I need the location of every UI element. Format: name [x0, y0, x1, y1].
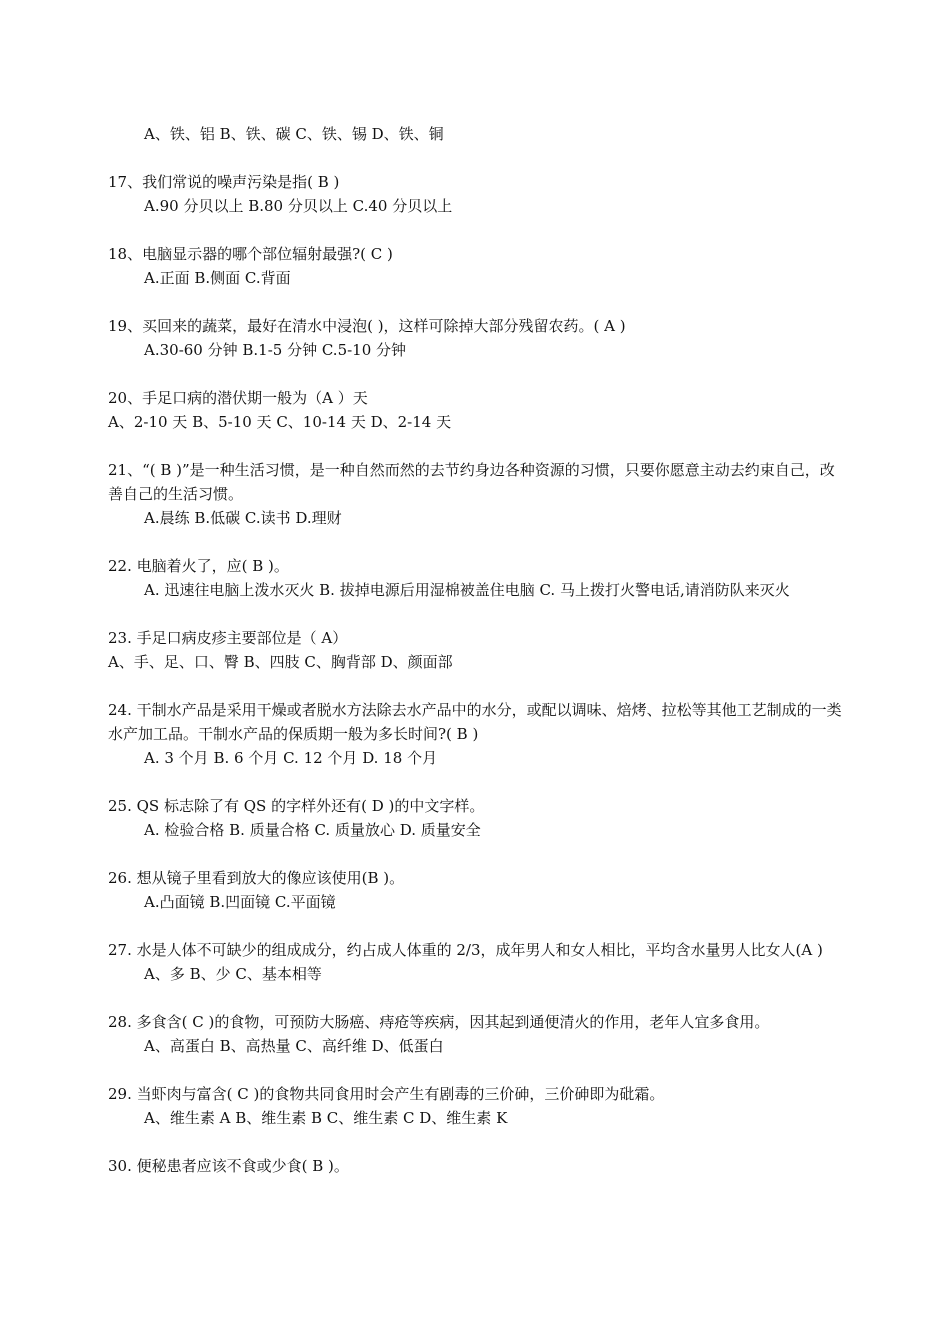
answer-options: A.30-60 分钟 B.1-5 分钟 C.5-10 分钟	[144, 341, 407, 359]
answer-options: A. 迅速往电脑上泼水灭火 B. 拔掉电源后用湿棉被盖住电脑 C. 马上拨打火警电话,请消防队来灭火	[144, 581, 790, 599]
answer-options: A、维生素 A B、维生素 B C、维生素 C D、维生素 K	[144, 1109, 508, 1127]
question-block	[108, 458, 844, 530]
question-block	[108, 794, 844, 842]
document-page	[108, 122, 844, 1202]
answer-options: A、铁、铝 B、铁、碳 C、铁、锡 D、铁、铜	[144, 125, 444, 143]
question-block	[108, 938, 844, 986]
question-block	[108, 866, 844, 914]
question-text: 26. 想从镜子里看到放大的像应该使用(B )。	[108, 869, 405, 887]
answer-options: A、高蛋白 B、高热量 C、高纤维 D、低蛋白	[144, 1037, 444, 1055]
answer-options: A、多 B、少 C、基本相等	[144, 965, 322, 983]
question-block	[108, 386, 844, 434]
question-text: 24. 干制水产品是采用干燥或者脱水方法除去水产品中的水分，或配以调味、焙烤、拉松等其他工艺制成的一类水产加工品。干制水产品的保质期一般为多长时间?( B )	[108, 701, 842, 743]
question-text: 27. 水是人体不可缺少的组成成分，约占成人体重的 2/3，成年男人和女人相比，平均含水量男人比女人(A )	[108, 941, 823, 959]
question-block	[108, 170, 844, 218]
answer-options: A.正面 B.侧面 C.背面	[144, 269, 291, 287]
question-block	[108, 242, 844, 290]
question-text: 22. 电脑着火了，应( B )。	[108, 557, 289, 575]
question-block	[108, 1010, 844, 1058]
question-block	[108, 1082, 844, 1130]
question-text: 29. 当虾肉与富含( C )的食物共同食用时会产生有剧毒的三价砷，三价砷即为砒霜。	[108, 1085, 665, 1103]
question-text: 17、我们常说的噪声污染是指( B )	[108, 173, 340, 191]
answer-options: A、手、足、口、臀 B、四肢 C、胸背部 D、颜面部	[108, 653, 453, 671]
question-text: 20、手足口病的潜伏期一般为（A ）天	[108, 389, 368, 407]
question-block	[108, 314, 844, 362]
answer-options: A.晨练 B.低碳 C.读书 D.理财	[144, 509, 342, 527]
question-text: 21、“( B )”是一种生活习惯，是一种自然而然的去节约身边各种资源的习惯，只要你愿意主动去约束自己，改善自己的生活习惯。	[108, 461, 835, 503]
question-text: 28. 多食含( C )的食物，可预防大肠癌、痔疮等疾病，因其起到通便清火的作用，老年人宜多食用。	[108, 1013, 770, 1031]
question-text: 25. QS 标志除了有 QS 的字样外还有( D )的中文字样。	[108, 797, 485, 815]
question-text: 18、电脑显示器的哪个部位辐射最强?( C )	[108, 245, 393, 263]
answer-options: A. 检验合格 B. 质量合格 C. 质量放心 D. 质量安全	[144, 821, 481, 839]
question-text: 30. 便秘患者应该不食或少食( B )。	[108, 1157, 349, 1175]
question-block	[108, 626, 844, 674]
answer-options: A.90 分贝以上 B.80 分贝以上 C.40 分贝以上	[144, 197, 453, 215]
question-block	[108, 554, 844, 602]
question-block	[108, 698, 844, 770]
answer-options: A. 3 个月 B. 6 个月 C. 12 个月 D. 18 个月	[144, 749, 438, 767]
answer-options: A.凸面镜 B.凹面镜 C.平面镜	[144, 893, 336, 911]
answer-options: A、2-10 天 B、5-10 天 C、10-14 天 D、2-14 天	[108, 413, 452, 431]
question-block	[108, 1154, 844, 1178]
question-text: 19、买回来的蔬菜，最好在清水中浸泡( )，这样可除掉大部分残留农药。( A )	[108, 317, 626, 335]
question-text: 23. 手足口病皮疹主要部位是（ A）	[108, 629, 348, 647]
question-block	[108, 122, 844, 146]
